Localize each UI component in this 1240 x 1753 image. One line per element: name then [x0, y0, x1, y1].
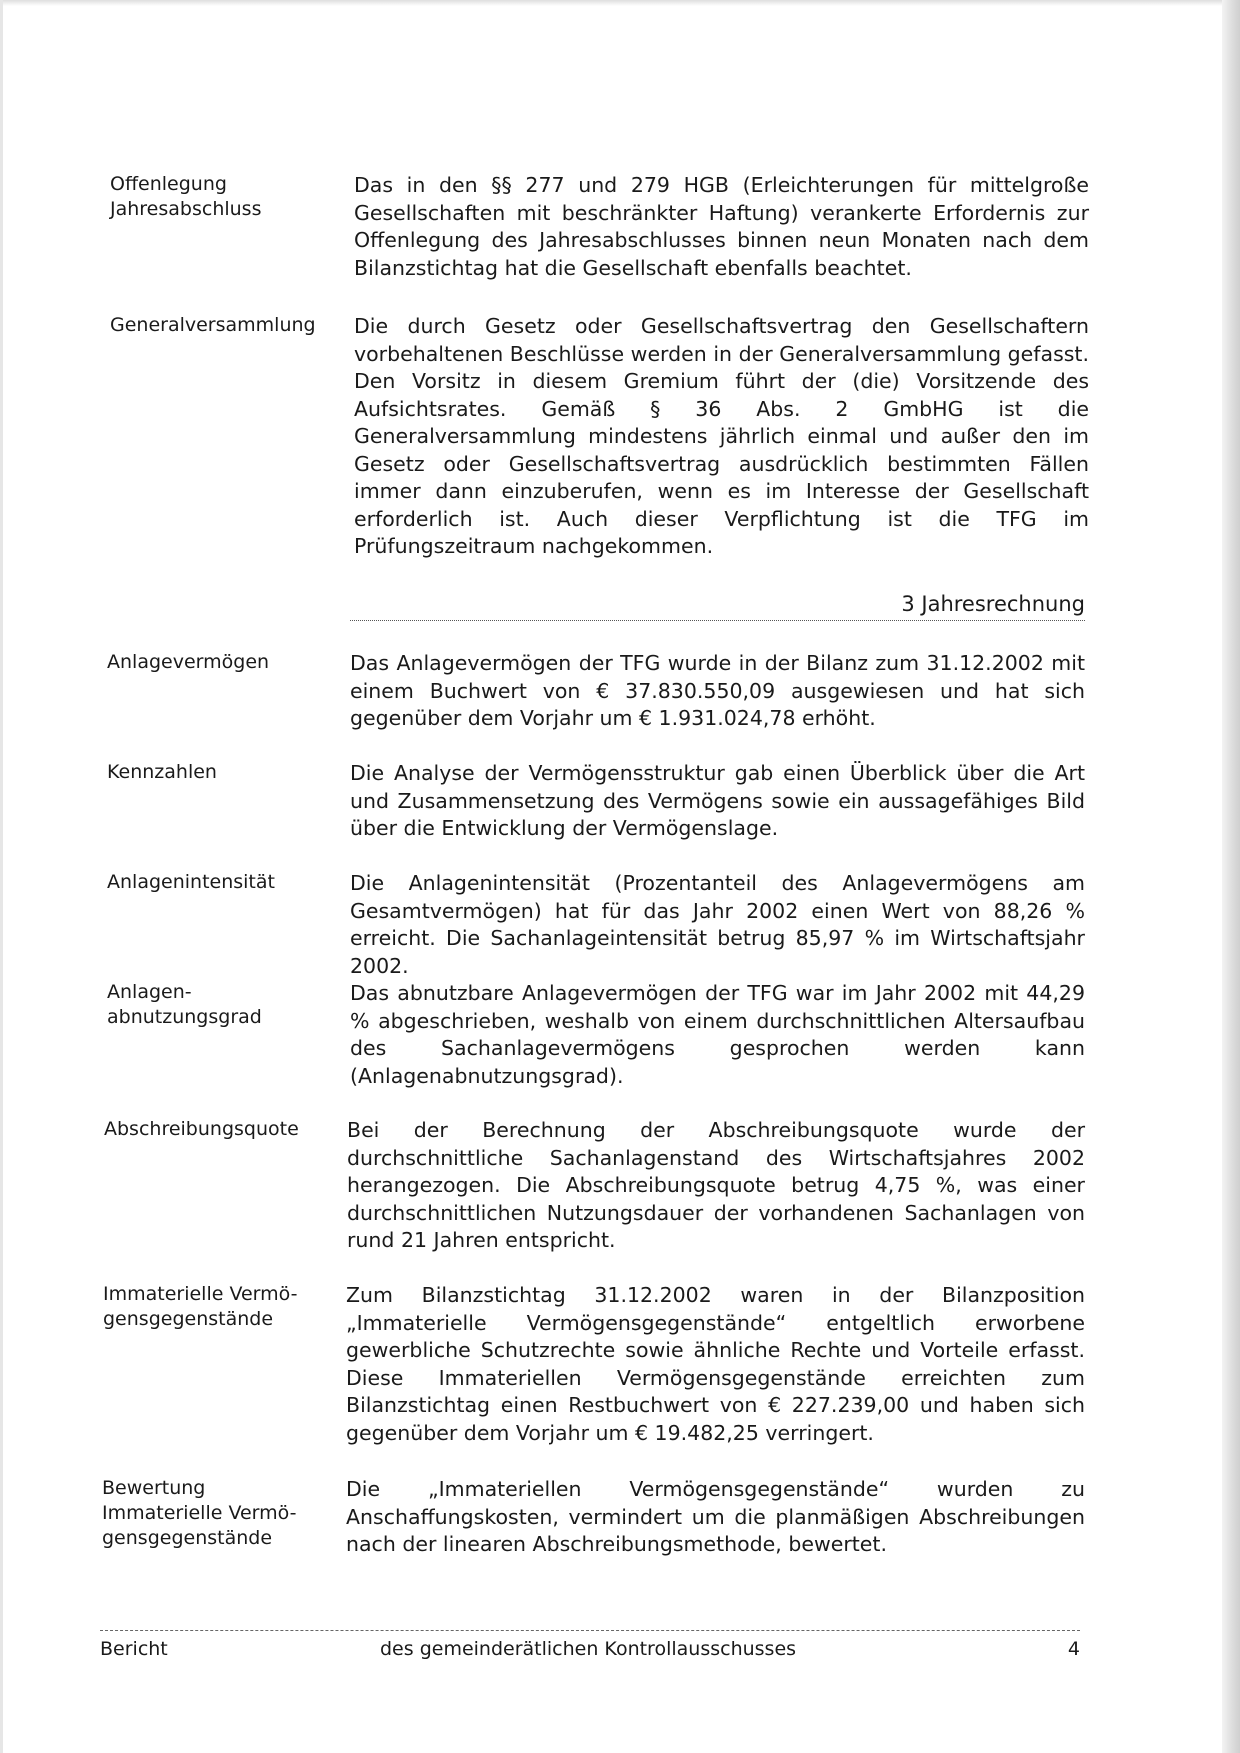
paragraph-immaterielle-vermoegensgegenstaende: Zum Bilanzstichtag 31.12.2002 waren in der Bilanzposition „Immaterielle Vermögensgegenstände“ entgeltlich erworbene gewerbliche Schutzrechte sowie ähnliche Rechte und Vorteile erfasst. Diese Immateriellen Vermögensgegenstände erreichten zum Bilanzstichtag einen Restbuchwert von € 227.239,00 und haben sich gegenüber dem Vorjahr um € 19.482,25 verringert.	[346, 1283, 1085, 1445]
paragraph-kennzahlen: Die Analyse der Vermögensstruktur gab einen Überblick über die Art und Zusammensetzung des Vermögens sowie ein aussagefähiges Bild über die Entwicklung der Vermögenslage.	[350, 761, 1085, 840]
paragraph-abschreibungsquote: Bei der Berechnung der Abschreibungsquote wurde der durchschnittliche Sachanlagenstand des Wirtschaftsjahres 2002 herangezogen. Die Abschreibungsquote betrug 4,75 %, was einer durchschnittlichen Nutzungsdauer der vorhandenen Sachanlagen von rund 21 Jahren entspricht.	[347, 1118, 1085, 1252]
section-heading: 3 Jahresrechnung	[901, 592, 1085, 616]
margin-label-anlagevermoegen: Anlagevermögen	[107, 651, 270, 673]
margin-label-immaterielle-vermoegensgegenstaende: Immaterielle Vermö- gensgegenstände	[103, 1283, 298, 1330]
margin-label-anlagenabnutzungsgrad: Anlagen- abnutzungsgrad	[107, 981, 262, 1028]
margin-label-kennzahlen: Kennzahlen	[107, 761, 217, 783]
margin-label-generalversammlung: Generalversammlung	[110, 314, 316, 336]
paragraph-offenlegung: Das in den §§ 277 und 279 HGB (Erleichterungen für mittelgroße Gesellschaften mit beschränkter Haftung) verankerte Erfordernis zur Offenlegung des Jahresabschlusses binnen neun Monaten nach dem Bilanzstichtag hat die Gesellschaft ebenfalls beachtet.	[354, 173, 1089, 280]
footer-page-number: 4	[1067, 1638, 1080, 1660]
page-edge-left	[0, 0, 3, 1753]
section-divider	[350, 620, 1085, 621]
page-edge-top	[0, 0, 1240, 6]
paragraph-anlagenintensitaet: Die Anlagenintensität (Prozentanteil des Anlagevermögens am Gesamtvermögen) hat für das Jahr 2002 einen Wert von 88,26 % erreicht. Die Sachanlageintensität betrug 85,97 % im Wirtschaftsjahr 2002.	[350, 871, 1085, 978]
page-edge-right	[1222, 0, 1240, 1753]
margin-label-abschreibungsquote: Abschreibungsquote	[104, 1118, 299, 1140]
paragraph-bewertung: Die „Immateriellen Vermögensgegenstände“ wurden zu Anschaffungskosten, vermindert um die planmäßigen Abschreibungen nach der linearen Abschreibungsmethode, bewertet.	[346, 1477, 1085, 1556]
footer-divider	[100, 1630, 1080, 1631]
paragraph-anlagenabnutzungsgrad: Das abnutzbare Anlagevermögen der TFG war im Jahr 2002 mit 44,29 % abgeschrieben, weshalb von einem durchschnittlichen Altersaufbau des Sachanlagevermögens gesprochen werden kann (Anlagenabnutzungsgrad).	[350, 981, 1085, 1088]
paragraph-anlagevermoegen: Das Anlagevermögen der TFG wurde in der Bilanz zum 31.12.2002 mit einem Buchwert von € 37.830.550,09 ausgewiesen und hat sich gegenüber dem Vorjahr um € 1.931.024,78 erhöht.	[350, 651, 1085, 730]
paragraph-generalversammlung: Die durch Gesetz oder Gesellschaftsvertrag den Gesellschaftern vorbehaltenen Beschlüsse werden in der Generalversammlung gefasst. Den Vorsitz in diesem Gremium führt der (die) Vorsitzende des Aufsichtsrates. Gemäß § 36 Abs. 2 GmbHG ist die Generalversammlung mindestens jährlich einmal und außer den im Gesetz oder Gesellschaftsvertrag ausdrücklich bestimmten Fällen immer dann einzuberufen, wenn es im Interesse der Gesellschaft erforderlich ist. Auch dieser Verpflichtung ist die TFG im Prüfungszeitraum nachgekommen.	[354, 314, 1089, 558]
footer-center-text: des gemeinderätlichen Kontrollausschusses	[380, 1638, 797, 1660]
margin-label-anlagenintensitaet: Anlagenintensität	[107, 871, 275, 893]
footer-left-text: Bericht	[100, 1638, 168, 1660]
margin-label-bewertung: Bewertung Immaterielle Vermö- gensgegenstände	[102, 1477, 297, 1549]
margin-label-offenlegung: Offenlegung Jahresabschluss	[110, 173, 262, 220]
